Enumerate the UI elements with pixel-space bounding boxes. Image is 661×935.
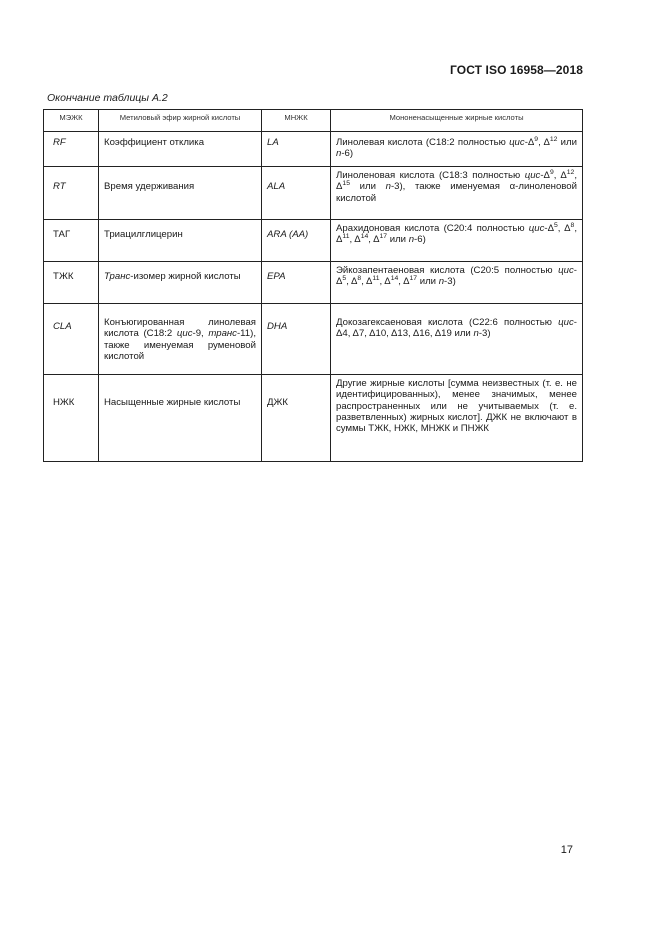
description-cell: Эйкозапентаеновая кислота (С20:5 полностью цис-$\Delta^5$, $\Delta^8$, $\Delta^{11}$, $\Delta^{14}$, $\Delta^{17}$ или n-3) xyxy=(331,262,583,304)
column-header: МЭЖК xyxy=(44,110,99,132)
abbreviation-cell: EPA xyxy=(262,262,331,304)
abbreviation-cell: RT xyxy=(44,167,99,220)
term-cell: Транс-изомер жирной кислоты xyxy=(99,262,262,304)
abbreviation-cell: RF xyxy=(44,132,99,167)
document-header xyxy=(450,63,583,77)
abbreviation-cell: DHA xyxy=(262,304,331,375)
column-header: МНЖК xyxy=(262,110,331,132)
abbreviation-cell: ДЖК xyxy=(262,375,331,462)
description-cell: Арахидоновая кислота (С20:4 полностью цис-$\Delta^5$, $\Delta^8$, $\Delta^{11}$, $\Delta^{14}$, $\Delta^{17}$ или n-6) xyxy=(331,220,583,262)
abbreviation-cell: ALA xyxy=(262,167,331,220)
column-header: Мононенасыщенные жирные кислоты xyxy=(331,110,583,132)
description-cell: Докозагексаеновая кислота (С22:6 полностью цис-Δ4, Δ7, Δ10, Δ13, Δ16, Δ19 или n-3) xyxy=(331,304,583,375)
abbreviation-cell: НЖК xyxy=(44,375,99,462)
description-cell: Другие жирные кислоты [сумма неизвестных (т. е. не идентифицированных), менее значимых, менее распространенных или не учитываемых (т. е. разветвленных) жирных кислот]. ДЖК не включают в суммы ТЖК, НЖК, МНЖК и ПНЖК xyxy=(331,375,583,462)
term-cell: Коэффициент отклика xyxy=(99,132,262,167)
table-row xyxy=(44,132,583,167)
abbreviation-cell: ТЖК xyxy=(44,262,99,304)
table-header-row xyxy=(44,110,583,132)
standard-number: ГОСТ ISO 16958—2018 xyxy=(450,63,583,77)
abbreviation-cell: CLA xyxy=(44,304,99,375)
table-caption: Окончание таблицы А.2 xyxy=(47,92,168,104)
table-row xyxy=(44,262,583,304)
table-row xyxy=(44,220,583,262)
column-header: Метиловый эфир жирной кислоты xyxy=(99,110,262,132)
table-row xyxy=(44,304,583,375)
term-cell: Время удерживания xyxy=(99,167,262,220)
term-cell: Триацилглицерин xyxy=(99,220,262,262)
abbreviation-cell: LA xyxy=(262,132,331,167)
table-row xyxy=(44,167,583,220)
term-cell: Насыщенные жирные кислоты xyxy=(99,375,262,462)
abbreviation-cell: ARA (AA) xyxy=(262,220,331,262)
term-cell: Конъюгированная линолевая кислота (С18:2 цис-9, транс-11), также именуемая руменовой кислотой xyxy=(99,304,262,375)
description-cell: Линолевая кислота (С18:2 полностью цис-$\Delta^9$, $\Delta^{12}$ или n-6) xyxy=(331,132,583,167)
page-number: 17 xyxy=(560,844,573,856)
abbreviations-table xyxy=(43,109,583,462)
table-row xyxy=(44,375,583,462)
description-cell: Линоленовая кислота (С18:3 полностью цис-$\Delta^9$, $\Delta^{12}$, $\Delta^{15}$ или n-3), также именуемая α-линоленовой кислотой xyxy=(331,167,583,220)
abbreviation-cell: ТАГ xyxy=(44,220,99,262)
